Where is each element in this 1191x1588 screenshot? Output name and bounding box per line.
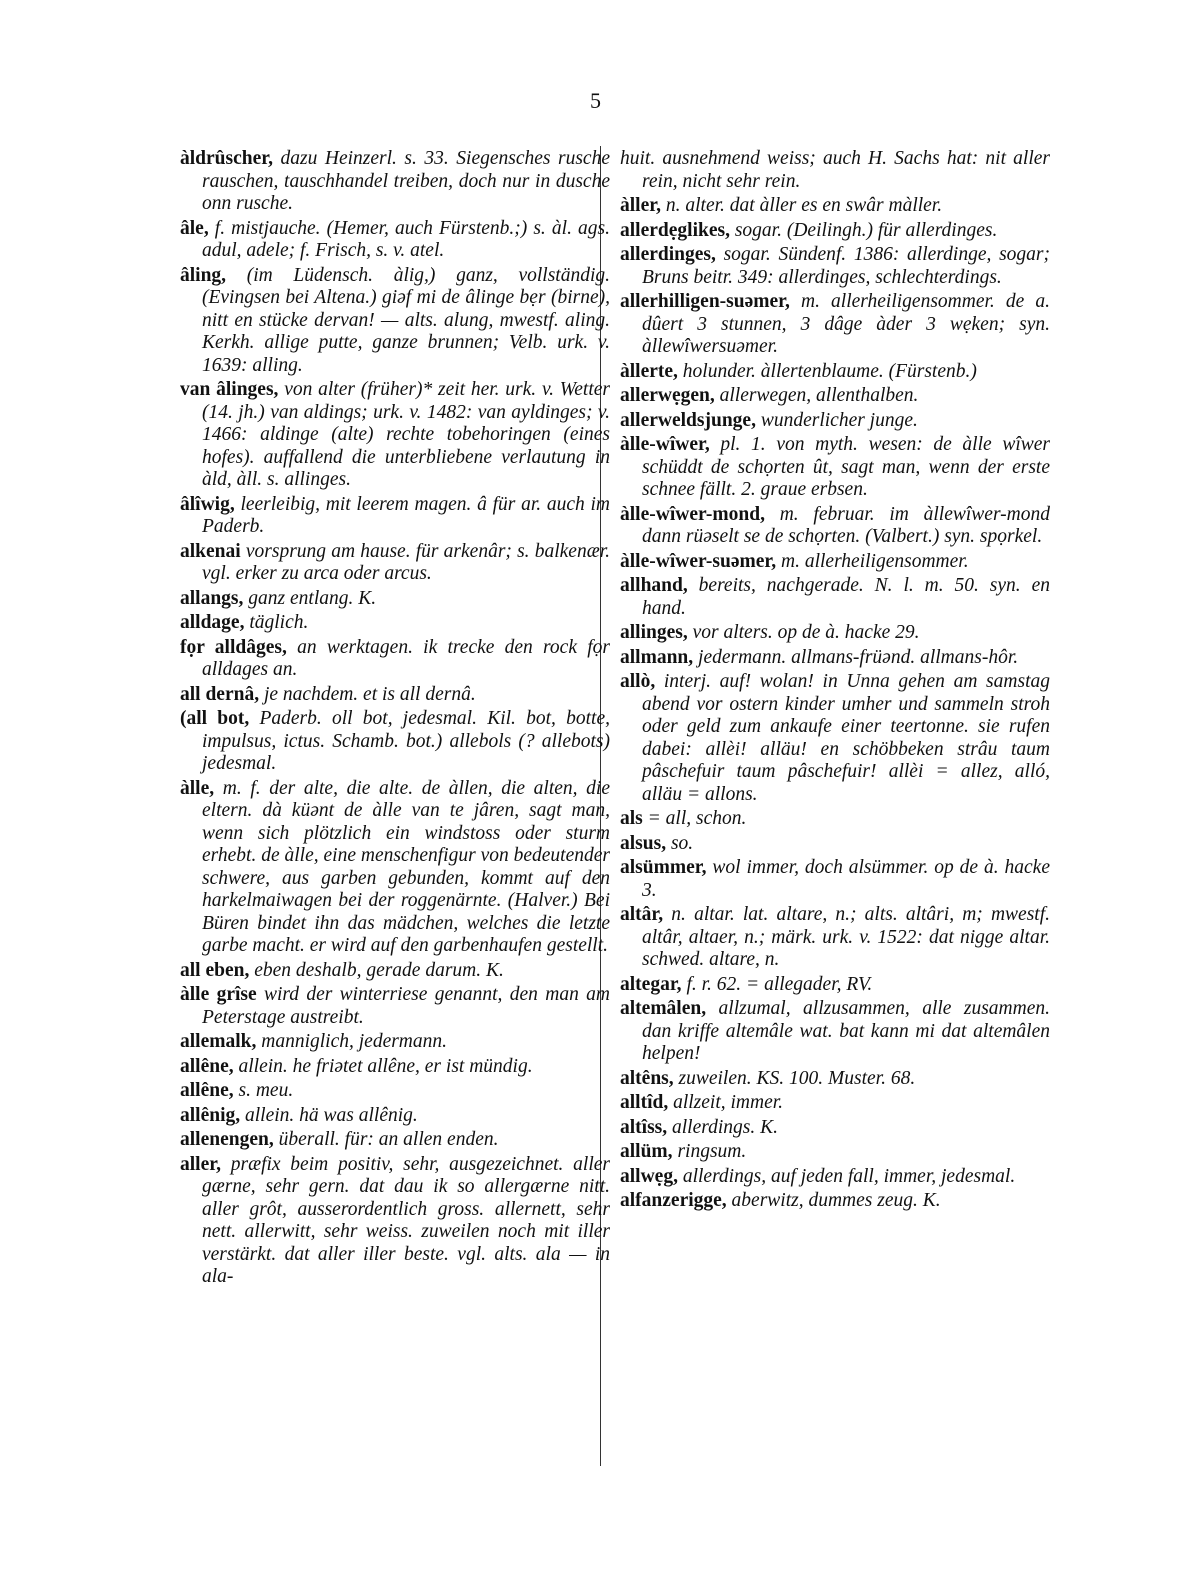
definition: überall. für: an allen enden. [273,1129,499,1150]
definition: ringsum. [672,1141,747,1162]
definition: sogar. (Deilingh.) für allerdinges. [729,219,998,241]
definition: præfix beim positiv, sehr, ausgezeichnet. aller gærne, sehr gern. dat dau ik so allergærne nitt. aller grôt, ausserordentlich gross. allernett, sehr nett. allerwitt, sehr weiss. zuweilen noch mit iller verstärkt. dat aller iller beste. vgl. alts. ala — in ala- [202,1153,610,1287]
definition: interj. auf! wolan! in Unna gehen am samstag abend vor ostern kinder umher und sammeln stroh oder geld zum ankaufe einer teertonne. sie rufen dabei: allèi! alläu! en schöbbeken strâu taum pâschefuir taum pâschefuir! allèi = allez, alló, alläu = allons. [642,671,1050,805]
dictionary-entry [620,504,1050,549]
headword: allerhilligen-suəmer, [620,291,790,312]
definition: vorsprung am hause. für arkenâr; s. balkenær. vgl. erker zu arca oder arcus. [202,540,610,584]
definition: eben deshalb, gerade darum. K. [249,959,504,981]
dictionary-entry [180,1080,610,1103]
definition: vor alters. op de à. hacke 29. [687,622,920,643]
definition: dazu Heinzerl. s. 33. Siegensches rusche rauschen, tauschhandel treiben, doch nur in dusche onn rusche. [202,148,610,214]
dictionary-entry [180,1056,610,1079]
definition: allzeit, immer. [668,1092,784,1113]
dictionary-entry [180,265,610,378]
definition: Paderb. oll bot, jedesmal. Kil. bot, botte, impulsus, ictus. Schamb. bot.) allebols (? allebots) jedesmal. [202,708,610,774]
dictionary-entry [620,291,1050,359]
headword: allangs, [180,587,244,609]
definition: je nachdem. et is all dernâ. [259,683,476,705]
definition: n. altar. lat. altare, n.; alts. altâri, m; mwestf. altâr, altaer, n.; märk. urk. v. 1522: dat nigge altar. schwed. altare, n. [642,904,1050,970]
definition: von alter (früher)* zeit her. urk. v. Wetter (14. jh.) van aldings; urk. v. 1482: van ayldinges; v. 1466: aldinge (alte) rechte tobehoringen (eines hofes). auffallend die unterbliebene verlautung in àld, àll. s. allinges. [202,379,610,490]
headword: âlîwig, [180,493,235,515]
headword: als [620,808,643,829]
dictionary-entry [620,808,1050,831]
headword: allerweldsjunge, [620,409,756,431]
headword: àlle-wîwer-suəmer, [620,550,777,572]
definition: ganz entlang. K. [243,587,377,609]
headword: all eben, [180,959,250,981]
dictionary-entry [180,379,610,492]
definition: zuweilen. KS. 100. Muster. 68. [673,1067,916,1089]
dictionary-entry [180,708,610,776]
left-column [180,148,610,1291]
dictionary-entry [620,410,1050,433]
headword: allerdẹglikes, [620,219,730,241]
headword: àlle-wîwer-mond, [620,503,765,525]
headword: àllerte, [620,360,678,382]
dictionary-entry [620,904,1050,972]
definition: s. meu. [233,1080,294,1101]
dictionary-entry [180,612,610,635]
definition: m. februar. im àllewîwer-mond dann rüəselt se de schọrten. (Valbert.) syn. spọrkel. [642,503,1050,547]
headword: altemâlen, [620,998,707,1019]
headword: aller, [180,1153,221,1175]
definition: allerdings, auf jeden fall, immer, jedesmal. [677,1165,1016,1187]
headword: allênig, [180,1104,241,1126]
dictionary-entry [620,148,1050,193]
definition: allerdings. K. [667,1116,779,1138]
definition: = all, schon. [642,808,747,829]
dictionary-entry [620,244,1050,289]
definition: leerleibig, mit leerem magen. â für ar. auch im Paderb. [202,493,610,537]
dictionary-entry [620,551,1050,574]
definition: aberwitz, dummes zeug. K. [726,1190,941,1211]
dictionary-entry [180,218,610,263]
headword: àller, [620,195,661,216]
definition: bereits, nachgerade. N. l. m. 50. syn. en hand. [642,575,1050,619]
dictionary-entry [180,1129,610,1152]
right-column [620,148,1050,1215]
dictionary-entry [620,575,1050,620]
headword: allüm, [620,1141,673,1162]
headword: àlle, [180,777,215,799]
dictionary-entry [620,1117,1050,1140]
headword: âle, [180,217,209,239]
definition: m. f. der alte, die alte. de àllen, die alten, die eltern. dà küənt de àlle van te jâren, sagt man, wenn sich plötzlich ein windstoss oder sturm erhebt. de àlle, eine menschenfigur von bedeutender schwere, aus garben gebunden, kommt auf den harkelmaiwagen bei der roggenärnte. (Halver.) Bei Büren bindet ihn das mädchen, welches die letzte garbe macht. er wird auf den garbenhaufen gestellt. [202,777,610,956]
definition: holunder. àllertenblaume. (Fürstenb.) [677,360,977,382]
dictionary-entry [180,1154,610,1289]
headword: allenengen, [180,1129,274,1150]
dictionary-entry [620,857,1050,902]
headword: allò, [620,671,656,692]
dictionary-entry [180,1105,610,1128]
headword: àlle-wîwer, [620,434,710,455]
dictionary-entry [180,588,610,611]
dictionary-entry [180,541,610,586]
headword: allmann, [620,646,694,668]
headword: alsus, [620,832,667,854]
definition: an werktagen. ik trecke den rock fọr alldages an. [202,636,610,680]
headword: alfanzerigge, [620,1190,727,1211]
headword: (all bot, [180,708,250,729]
dictionary-entry [620,434,1050,502]
dictionary-entry [180,684,610,707]
headword: àlle grîse [180,984,257,1005]
headword: àldrûscher, [180,148,273,169]
dictionary-entry [180,960,610,983]
dictionary-entry [620,647,1050,670]
headword: all dernâ, [180,683,260,705]
headword: allhand, [620,575,688,596]
definition: allein. he friətet allêne, er ist mündig. [233,1055,533,1077]
dictionary-entry [620,671,1050,806]
definition: wird der winterriese genannt, den man am Peterstage austreibt. [202,984,610,1028]
headword: alltîd, [620,1092,669,1113]
definition: täglich. [244,612,309,633]
dictionary-entry [620,974,1050,997]
headword: âling, [180,264,227,286]
headword: alsümmer, [620,857,707,878]
dictionary-entry [180,984,610,1029]
dictionary-entry [620,622,1050,645]
dictionary-entry [180,494,610,539]
headword: allerdinges, [620,244,716,265]
definition: m. allerheiligensommer. de a. dûert 3 stunnen, 3 dâge àder 3 wẹken; syn. àllewîwersuəmer. [642,291,1050,357]
definition: (im Lüdensch. àlig,) ganz, vollständig. (Evingsen bei Altena.) giəf mi de âlinge bẹr (birne), nitt en stücke dervan! — alts. alung, mwestf. aling. Kerkh. allige putte, ganze brunnen; Velb. urk. v. 1639: alling. [202,264,610,376]
headword: allwẹg, [620,1165,678,1187]
dictionary-entry [180,148,610,216]
headword: allêne, [180,1080,234,1101]
headword: allêne, [180,1055,234,1077]
definition: pl. 1. von myth. wesen: de àlle wîwer schüddt de schọrten ût, sagt man, wenn der erste schnee fällt. 2. graue erbsen. [642,434,1050,500]
headword: alkenai [180,540,241,562]
headword: fọr alldâges, [180,636,287,658]
headword: allerwẹgen, [620,385,715,406]
definition: allerwegen, allenthalben. [714,385,919,406]
dictionary-entry [620,1166,1050,1189]
headword: altîss, [620,1116,668,1138]
dictionary-entry [620,1068,1050,1091]
headword: allemalk, [180,1031,257,1052]
dictionary-entry [620,1190,1050,1213]
definition: allein. hä was allênig. [240,1104,418,1126]
definition: manniglich, jedermann. [256,1031,448,1052]
headword: altêns, [620,1067,674,1089]
dictionary-entry [620,1141,1050,1164]
definition: so. [666,832,694,854]
definition: f. r. 62. = allegader, RV. [681,973,873,995]
headword: altâr, [620,904,664,925]
dictionary-entry [180,1031,610,1054]
dictionary-entry [620,833,1050,856]
definition: wol immer, doch alsümmer. op de à. hacke 3. [642,857,1050,901]
definition: jedermann. allmans-früənd. allmans-hôr. [693,646,1019,668]
dictionary-entry [620,220,1050,243]
dictionary-entry [180,778,610,958]
dictionary-entry [620,998,1050,1066]
headword: altegar, [620,973,682,995]
definition: m. allerheiligensommer. [776,550,969,572]
headword: allinges, [620,622,688,643]
headword: van âlinges, [180,379,279,400]
definition: huit. ausnehmend weiss; auch H. Sachs hat: nit aller rein, nicht sehr rein. [620,148,1050,192]
definition: f. mistjauche. (Hemer, auch Fürstenb.;) s. àl. ags. adul, adele; f. Frisch, s. v. atel. [202,217,610,261]
dictionary-entry [620,1092,1050,1115]
dictionary-entry [620,361,1050,384]
dictionary-entry [620,195,1050,218]
headword: alldage, [180,612,245,633]
definition: n. alter. dat àller es en swâr màller. [660,195,943,216]
page-number: 5 [590,88,601,113]
definition: allzumal, allzusammen, alle zusammen. dan kriffe altemâle wat. bat kann mi dat altemâlen helpen! [642,998,1050,1064]
dictionary-entry [620,385,1050,408]
definition: sogar. Sündenf. 1386: allerdinge, sogar; Bruns beitr. 349: allerdinges, schlechterdings. [642,244,1050,288]
dictionary-entry [180,637,610,682]
definition: wunderlicher junge. [755,409,918,431]
